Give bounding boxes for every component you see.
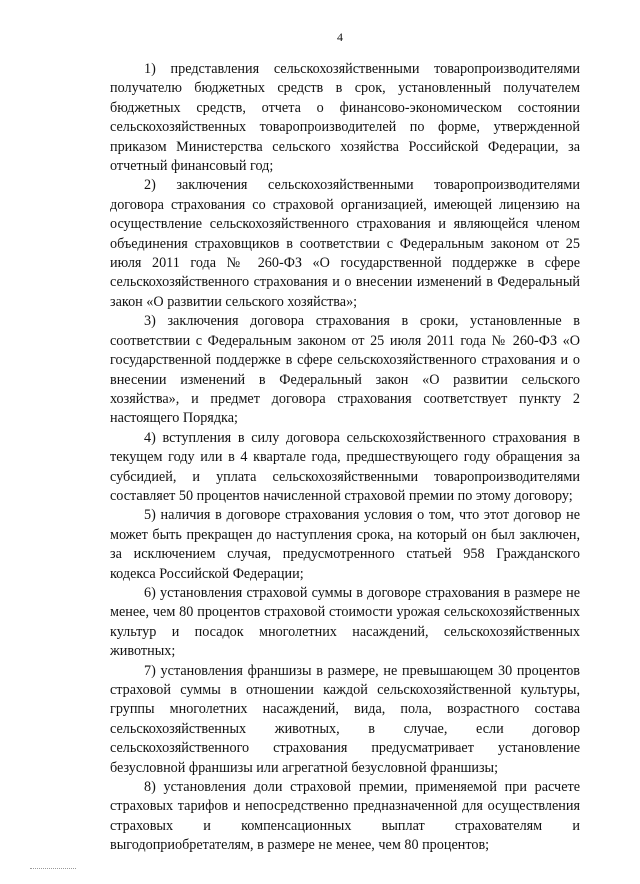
paragraph-6: 6) установления страховой суммы в договоре страхования в размере не менее, чем 80 процентов страховой стоимости урожая сельскохозяйственных культур и посадок многолетних насаждений, сельскохозяйственных животных; bbox=[110, 584, 580, 660]
paragraph-1: 1) представления сельскохозяйственными товаропроизводителями получателю бюджетных средств в срок, установленный получателем бюджетных средств, отчета о финансово-экономическом состоянии сельскохозяйственных товаропроизводителей по форме, утвержденной приказом Министерства сельского хозяйства Российской Федерации, за отчетный финансовый год; bbox=[110, 61, 580, 175]
paragraph-4: 4) вступления в силу договора сельскохозяйственного страхования в текущем году или в 4 квартале года, предшествующего году обращения за субсидией, и уплата сельскохозяйственными товаропроизводителями составляет 50 процентов начисленной страховой премии по этому договору; bbox=[110, 429, 580, 504]
paragraph-2: 2) заключения сельскохозяйственными товаропроизводителями договора страхования со страховой организацией, имеющей лицензию на осуществление сельскохозяйственного страхования и являющейся членом объединения страховщиков в соответствии с Федеральным законом от 25 июля 2011 года № 260-ФЗ «О государственной поддержке в сфере сельскохозяйственного страхования и о внесении изменений в Федеральный закон «О развитии сельского хозяйства»; bbox=[110, 177, 580, 310]
paragraph-8: 8) установления доли страховой премии, применяемой при расчете страховых тарифов и непосредственно предназначенной для осуществления страховых и компенсационных выплат страхователям и выгодоприобретателям, в размере не менее, чем 80 процентов; bbox=[110, 779, 580, 854]
footer-dotted-mark bbox=[30, 868, 76, 869]
paragraph-3: 3) заключения договора страхования в сроки, установленные в соответствии с Федеральным законом от 25 июля 2011 года № 260-ФЗ «О государственной поддержке в сфере сельскохозяйственного страхования и о внесении изменений в Федеральный закон «О развитии сельского хозяйства», и предмет договора страхования соответствует пункту 2 настоящего Порядка; bbox=[110, 313, 580, 427]
page-number: 4 bbox=[337, 30, 343, 44]
paragraph-5: 5) наличия в договоре страхования условия о том, что этот договор не может быть прекращен до наступления срока, на который он был заключен, за исключением случая, предусмотренного статьей 958 Гражданского кодекса Российской Федерации; bbox=[110, 507, 580, 582]
paragraph-7: 7) установления франшизы в размере, не превышающем 30 процентов страховой суммы в отношении каждой сельскохозяйственной культуры, группы многолетних насаждений, вида, пола, возрастного состава сельскохозяйственных животных, в случае, если договор сельскохозяйственного страхования предусматривает установление безусловной франшизы или агрегатной безусловной франшизы; bbox=[110, 662, 580, 776]
document-body bbox=[110, 60, 580, 856]
